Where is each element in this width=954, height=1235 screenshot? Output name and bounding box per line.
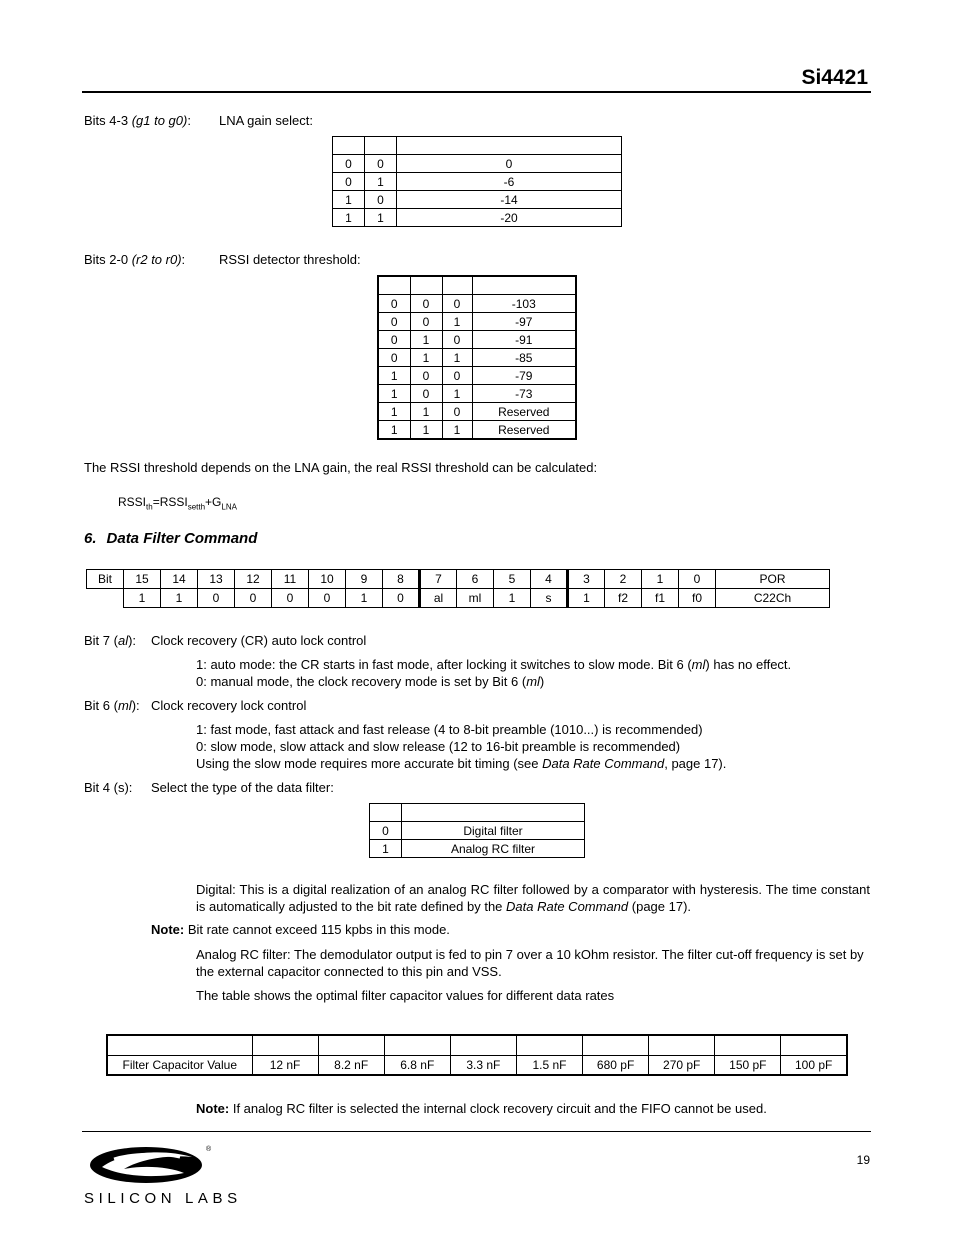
analog-paragraph: Analog RC filter: The demodulator output is fed to pin 7 over a 10 kOhm resistor. The filter cut-off frequency is set by the external capacitor connected to this pin and VSS. xyxy=(196,947,864,979)
table-cell: -85 xyxy=(472,349,576,367)
bit4-label: Bit 4 (s): xyxy=(84,780,133,795)
page-number: 19 xyxy=(856,1153,870,1167)
table-cell: 1 xyxy=(410,421,442,440)
note-fifo: Note: If analog RC filter is selected the internal clock recovery circuit and the FIFO cannot be used. xyxy=(196,1101,767,1116)
table-cell: 8 xyxy=(383,570,420,589)
table-row xyxy=(370,822,585,840)
table-cell: -20 xyxy=(397,209,622,227)
table-cell: 1 xyxy=(370,840,402,858)
table-cell: 270 pF xyxy=(649,1055,715,1075)
table-cell: 1 xyxy=(333,209,365,227)
table-cell xyxy=(781,1035,847,1055)
table-cell: 0 xyxy=(378,331,410,349)
table-cell: 1 xyxy=(346,589,383,608)
section-heading: 6. Data Filter Command xyxy=(84,530,258,547)
bit7-label: Bit 7 (al): xyxy=(84,633,137,648)
table-cell: 9 xyxy=(346,570,383,589)
table-row xyxy=(87,570,830,589)
table-cell: -14 xyxy=(397,191,622,209)
rssi-threshold-table xyxy=(377,275,577,440)
table-row xyxy=(378,331,576,349)
table-cell: f0 xyxy=(679,589,716,608)
table-cell: 0 xyxy=(198,589,235,608)
table-cell: Filter Capacitor Value xyxy=(107,1055,252,1075)
table-cell: 100 pF xyxy=(781,1055,847,1075)
table-row xyxy=(87,589,830,608)
table-row xyxy=(378,313,576,331)
svg-text:SILICON LABS: SILICON LABS xyxy=(84,1190,242,1207)
bit7-line2: 0: manual mode, the clock recovery mode is set by Bit 6 (ml) xyxy=(196,674,545,689)
table-cell: -73 xyxy=(472,385,576,403)
table-cell xyxy=(649,1035,715,1055)
table-cell xyxy=(378,276,410,295)
table-cell: Digital filter xyxy=(402,822,585,840)
bit7-line1: 1: auto mode: the CR starts in fast mode, after locking it switches to slow mode. Bit 6 (ml) has no effect. xyxy=(196,657,792,672)
table-cell: 12 nF xyxy=(252,1055,318,1075)
table-cell: 1 xyxy=(410,403,442,421)
table-cell: POR xyxy=(716,570,830,589)
table-cell: 1 xyxy=(442,385,472,403)
table-cell: 1 xyxy=(410,331,442,349)
table-row xyxy=(333,209,622,227)
table-cell: 1 xyxy=(378,403,410,421)
table-cell: 13 xyxy=(198,570,235,589)
table-cell: 1 xyxy=(161,589,198,608)
table-cell: 1 xyxy=(378,367,410,385)
table-row xyxy=(333,173,622,191)
table-cell: al xyxy=(420,589,457,608)
footer-rule xyxy=(82,1131,871,1132)
table-row xyxy=(378,421,576,440)
table-cell: -79 xyxy=(472,367,576,385)
table-row xyxy=(333,191,622,209)
table-cell: 680 pF xyxy=(583,1055,649,1075)
table-cell xyxy=(397,137,622,155)
table-cell: s xyxy=(531,589,568,608)
table-cell: -91 xyxy=(472,331,576,349)
table-cell: 1 xyxy=(378,385,410,403)
bit-register-table xyxy=(86,569,830,608)
table-cell: 1 xyxy=(378,421,410,440)
table-cell: 0 xyxy=(365,191,397,209)
table-cell: 1 xyxy=(642,570,679,589)
table-cell: 1 xyxy=(442,421,472,440)
table-cell: 11 xyxy=(272,570,309,589)
bit7-description: Clock recovery (CR) auto lock control xyxy=(151,633,367,648)
table-cell xyxy=(318,1035,384,1055)
rssi-label: Bits 2-0 (r2 to r0): xyxy=(84,252,186,267)
table-cell: 2 xyxy=(605,570,642,589)
table-cell: Reserved xyxy=(472,403,576,421)
table-cell: 8.2 nF xyxy=(318,1055,384,1075)
table-cell: 0 xyxy=(378,349,410,367)
table-row xyxy=(107,1055,847,1075)
table-cell: 0 xyxy=(378,313,410,331)
table-cell: 0 xyxy=(442,403,472,421)
table-cell: 0 xyxy=(442,331,472,349)
table-cell: 0 xyxy=(365,155,397,173)
table-cell: -6 xyxy=(397,173,622,191)
table-cell xyxy=(516,1035,582,1055)
lna-gain-table xyxy=(332,136,622,227)
table-cell: C22Ch xyxy=(716,589,830,608)
table-cell: 0 xyxy=(397,155,622,173)
digital-paragraph: Digital: This is a digital realization of an analog RC filter followed by a comparator with hysteresis. The time constant is automatically adjusted to the bit rate defined by the Data Rate Command (page 17). xyxy=(196,882,870,914)
table-cell: Reserved xyxy=(472,421,576,440)
table-cell: 1 xyxy=(568,589,605,608)
lna-label: Bits 4-3 (g1 to g0): xyxy=(84,113,191,128)
table-cell xyxy=(472,276,576,295)
bit6-description: Clock recovery lock control xyxy=(151,698,307,713)
table-cell: 0 xyxy=(410,367,442,385)
table-cell: Bit xyxy=(87,570,124,589)
rssi-note: The RSSI threshold depends on the LNA gain, the real RSSI threshold can be calculated: xyxy=(84,460,598,475)
table-cell: -103 xyxy=(472,295,576,313)
table-cell: 4 xyxy=(531,570,568,589)
table-cell: 0 xyxy=(370,822,402,840)
table-row xyxy=(378,385,576,403)
table-cell: 0 xyxy=(235,589,272,608)
table-cell: 10 xyxy=(309,570,346,589)
table-cell xyxy=(715,1035,781,1055)
table-cell: 6.8 nF xyxy=(384,1055,450,1075)
table-cell xyxy=(450,1035,516,1055)
table-cell: ml xyxy=(457,589,494,608)
table-row xyxy=(378,295,576,313)
header-rule xyxy=(82,91,871,93)
table-cell xyxy=(442,276,472,295)
table-cell: 1 xyxy=(442,349,472,367)
table-cell xyxy=(410,276,442,295)
table-cell: 1 xyxy=(365,209,397,227)
table-cell: 0 xyxy=(410,313,442,331)
table-cell: 0 xyxy=(333,173,365,191)
table-cell xyxy=(384,1035,450,1055)
table-cell: 0 xyxy=(272,589,309,608)
table-cell xyxy=(252,1035,318,1055)
table-cell: 0 xyxy=(410,295,442,313)
silicon-labs-logo-icon xyxy=(84,1143,242,1207)
table-cell: 0 xyxy=(378,295,410,313)
svg-text:®: ® xyxy=(206,1146,212,1153)
table-row xyxy=(333,155,622,173)
rssi-description: RSSI detector threshold: xyxy=(219,252,361,267)
note-bitrate: Note: Bit rate cannot exceed 115 kpbs in this mode. xyxy=(151,922,450,937)
table-cell: 0 xyxy=(679,570,716,589)
bit6-line2: 0: slow mode, slow attack and slow release (12 to 16-bit preamble is recommended) xyxy=(196,739,681,754)
table-cell: 1.5 nF xyxy=(516,1055,582,1075)
table-row xyxy=(378,367,576,385)
table-cell: 3 xyxy=(568,570,605,589)
table-cell: 1 xyxy=(410,349,442,367)
table-cell: 1 xyxy=(442,313,472,331)
rssi-formula: $RSSI_{th}=RSSI_{setth}+G_{LNA}$ xyxy=(118,495,237,512)
table-cell xyxy=(87,589,124,608)
table-cell: 1 xyxy=(124,589,161,608)
bit4-description: Select the type of the data filter: xyxy=(151,780,334,795)
table-cell: 1 xyxy=(333,191,365,209)
table-row xyxy=(378,349,576,367)
table-cell: 0 xyxy=(410,385,442,403)
table-cell: 12 xyxy=(235,570,272,589)
filter-type-table xyxy=(369,803,585,858)
table-cell xyxy=(370,804,402,822)
table-cell: 5 xyxy=(494,570,531,589)
table-intro: The table shows the optimal filter capacitor values for different data rates xyxy=(196,988,615,1003)
table-cell: 150 pF xyxy=(715,1055,781,1075)
table-row xyxy=(370,840,585,858)
table-cell: Analog RC filter xyxy=(402,840,585,858)
silicon-labs-logo xyxy=(84,1143,242,1207)
table-cell: 1 xyxy=(494,589,531,608)
lna-description: LNA gain select: xyxy=(219,113,313,128)
table-cell xyxy=(402,804,585,822)
table-cell xyxy=(107,1035,252,1055)
table-cell: 6 xyxy=(457,570,494,589)
table-cell xyxy=(365,137,397,155)
table-cell: 1 xyxy=(365,173,397,191)
table-cell: 0 xyxy=(442,295,472,313)
table-cell: 0 xyxy=(309,589,346,608)
table-cell: 3.3 nF xyxy=(450,1055,516,1075)
table-row xyxy=(378,403,576,421)
table-cell xyxy=(583,1035,649,1055)
bit6-line1: 1: fast mode, fast attack and fast release (4 to 8-bit preamble (1010...) is recommended) xyxy=(196,722,703,737)
bit6-line3: Using the slow mode requires more accurate bit timing (see Data Rate Command, page 17). xyxy=(196,756,727,771)
table-cell: 14 xyxy=(161,570,198,589)
table-cell: 0 xyxy=(333,155,365,173)
table-cell: 7 xyxy=(420,570,457,589)
table-cell: 0 xyxy=(442,367,472,385)
bit6-label: Bit 6 (ml): xyxy=(84,698,140,713)
table-cell: 0 xyxy=(383,589,420,608)
table-cell: f1 xyxy=(642,589,679,608)
capacitor-table xyxy=(106,1034,848,1076)
table-cell: f2 xyxy=(605,589,642,608)
document-title: Si4421 xyxy=(801,66,868,89)
table-cell xyxy=(333,137,365,155)
table-cell: -97 xyxy=(472,313,576,331)
table-cell: 15 xyxy=(124,570,161,589)
